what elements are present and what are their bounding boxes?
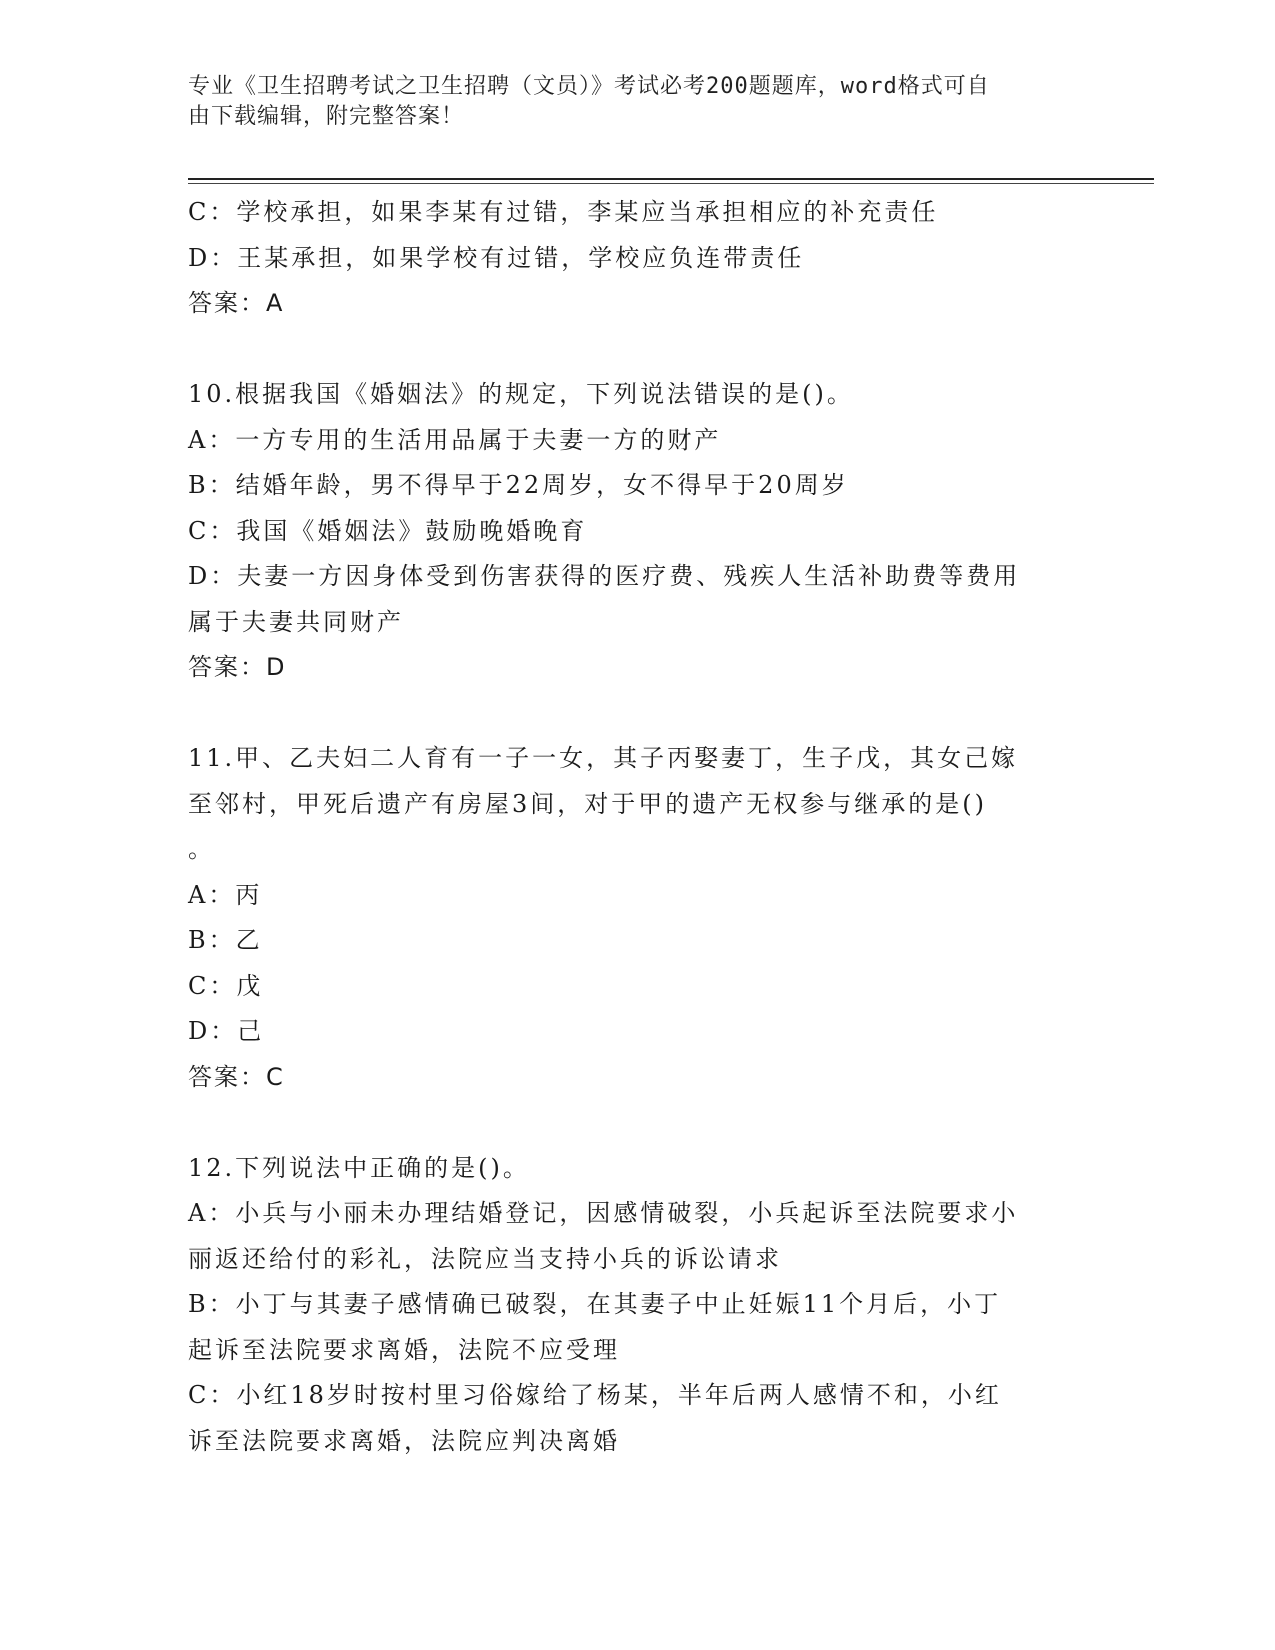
- question-10: [188, 372, 1068, 691]
- answer-label: 答案：A: [188, 289, 285, 317]
- question-stem: 11.甲、乙夫妇二人育有一子一女，其子丙娶妻丁，生子戊，其女己嫁: [188, 744, 1019, 772]
- option-c: C：我国《婚姻法》鼓励晚婚晚育: [188, 516, 588, 545]
- option-b: B：结婚年龄，男不得早于22周岁，女不得早于20周岁: [188, 471, 849, 499]
- option-a: A：丙: [188, 880, 263, 909]
- option-c: C：小红18岁时按村里习俗嫁给了杨某，半年后两人感情不和，小红: [188, 1381, 1002, 1409]
- option-d: D：己: [188, 1017, 265, 1045]
- option-c: C：学校承担，如果李某有过错，李某应当承担相应的补充责任: [188, 198, 939, 226]
- answer-label: 答案：C: [188, 1062, 285, 1091]
- option-c: C：戊: [188, 971, 264, 1000]
- header-line-1: 专业《卫生招聘考试之卫生招聘（文员）》考试必考200题题库，word格式可自: [188, 74, 990, 99]
- option-d: D：夫妻一方因身体受到伤害获得的医疗费、残疾人生活补助费等费用: [188, 562, 1021, 590]
- question-stem-continued: 至邻村，甲死后遗产有房屋3间，对于甲的遗产无权参与继承的是(): [188, 789, 987, 818]
- document-body: [188, 190, 1068, 1464]
- option-c-continued: 诉至法院要求离婚，法院应判决离婚: [188, 1426, 620, 1455]
- document-header: [188, 72, 1068, 132]
- option-a-continued: 丽返还给付的彩礼，法院应当支持小兵的诉讼请求: [188, 1244, 782, 1273]
- question-stem-end: 。: [188, 835, 215, 863]
- option-a: A：小兵与小丽未办理结婚登记，因感情破裂，小兵起诉至法院要求小: [188, 1199, 1019, 1227]
- option-a: A：一方专用的生活用品属于夫妻一方的财产: [188, 425, 722, 454]
- option-b: B：乙: [188, 926, 263, 954]
- header-divider-thin: [188, 183, 1154, 184]
- question-stem: 12.下列说法中正确的是()。: [188, 1153, 530, 1182]
- answer-label: 答案：D: [188, 653, 287, 681]
- option-d: D：王某承担，如果学校有过错，学校应负连带责任: [188, 243, 805, 272]
- question-9-continued: [188, 190, 1068, 327]
- question-stem: 10.根据我国《婚姻法》的规定，下列说法错误的是()。: [188, 380, 854, 408]
- option-b-continued: 起诉至法院要求离婚，法院不应受理: [188, 1335, 620, 1364]
- header-divider-thick: [188, 178, 1154, 180]
- header-line-2: 由下载编辑，附完整答案！: [188, 104, 465, 129]
- question-12: [188, 1146, 1068, 1465]
- option-d-continued: 属于夫妻共同财产: [188, 607, 404, 636]
- option-b: B：小丁与其妻子感情确已破裂，在其妻子中止妊娠11个月后，小丁: [188, 1290, 1002, 1318]
- question-11: [188, 736, 1068, 1100]
